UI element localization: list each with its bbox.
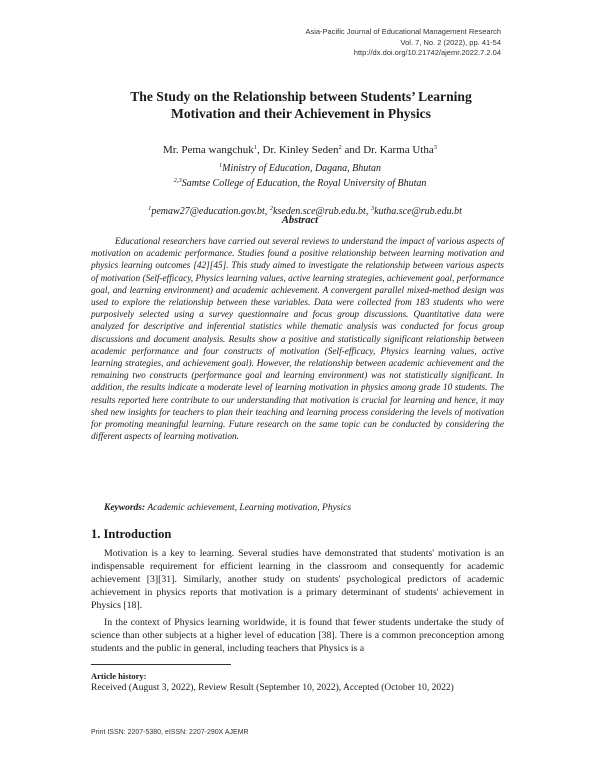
author-3: Dr. Karma Utha — [363, 144, 434, 156]
email-1-marker: 1 — [148, 205, 152, 212]
footer-issn: Print ISSN: 2207-5380, eISSN: 2207-290X AJEMR — [91, 729, 249, 736]
affiliation-2 — [60, 177, 540, 190]
keywords-label: Keywords: — [104, 503, 146, 513]
keywords-text: Academic achievement, Learning motivation, Physics — [145, 503, 352, 513]
footnote-divider — [91, 664, 231, 665]
email-3-marker: 3 — [370, 205, 375, 212]
abstract-heading: Abstract — [281, 215, 319, 226]
keywords — [104, 503, 351, 513]
article-history-text: Received (August 3, 2022), Review Result (September 10, 2022), Accepted (October 10, 2022) — [91, 683, 454, 693]
email-2-marker: 2 — [269, 205, 274, 212]
journal-volume-pages: Vol. 7, No. 2 (2022), pp. 41-54 — [400, 37, 501, 47]
journal-header — [305, 27, 501, 59]
author-separator-1: , — [256, 144, 263, 156]
journal-name: Asia-Pacific Journal of Educational Management Research — [305, 27, 501, 36]
title-line-2: Motivation and their Achievement in Physics — [171, 106, 431, 121]
introduction-heading: 1. Introduction — [91, 527, 172, 541]
affiliation-2-marker: 2,3 — [173, 177, 182, 184]
affiliation-1-marker: 1 — [218, 162, 223, 169]
affiliation-1-text: Ministry of Education, Dagana, Bhutan — [222, 163, 382, 174]
affiliation-2-text: Samtse College of Education, the Royal University of Bhutan — [181, 178, 427, 189]
email-2[interactable]: kseden.sce@rub.edu.bt, — [273, 206, 371, 217]
paper-title — [92, 88, 510, 122]
author-1-marker: 1 — [253, 144, 257, 151]
title-line-1: The Study on the Relationship between Students’ Learning — [130, 89, 472, 104]
affiliation-1 — [60, 162, 540, 175]
introduction-paragraph-2: In the context of Physics learning worldwide, it is found that fewer students undertake the study of science than other subjects at a higher level of education [38]. There is a common preconception among students and the public in general, including teachers that Physics is a — [91, 617, 504, 654]
author-separator-2: and — [341, 144, 364, 156]
author-1: Mr. Pema wangchuk — [162, 144, 254, 156]
author-2-marker: 2 — [338, 144, 342, 151]
article-history-label: Article history: — [91, 671, 147, 681]
author-2: Dr. Kinley Seden — [262, 144, 339, 156]
author-3-marker: 3 — [433, 144, 437, 151]
email-1[interactable]: pemaw27@education.gov.bt, — [151, 206, 270, 217]
abstract-text: Educational researchers have carried out several reviews to understand the impact of various aspects of motivation on academic performance. Studies found a positive relationship between learning motivation and physics learning outcomes [42][45]. This study aimed to investigate the relationship between various aspects of motivation (Self-efficacy, Physics learning values, active learning strategies, achievement goal, performance goal, and learning environment) and academic achievement. A convergent parallel mixed-method design was used to explore the relationship between these variables. Data were collected from 183 students who were purposively selected using a survey questionnaire and focus group discussions. Quantitative data were analyzed for descriptive and inferential statistics while thematic analysis was conducted for focus group discussions and document analysis. Results show a positive and statistically significant relationship between academic performance and four constructs of motivation (Self-efficacy, Physics learning values, active learning strategies, and achievement goal). However, the relationship between academic achievement and the remaining two constructs (performance goal and learning environment) was not statistically significant. In addition, the results indicate a moderate level of learning motivation in physics among grade 10 students. The results reported here contribute to our understanding that motivation is crucial for learning and hence, it may shed new insights for teachers to plan their teaching and learning process considering the levels of motivation for promoting meaningful learning. Future research on the same topic can be conducted by considering the different aspects of learning motivation. — [91, 237, 504, 443]
introduction-paragraph-1: Motivation is a key to learning. Several studies have demonstrated that students' motivation is an indispensable requirement for efficient learning in the classroom and consequently for academic achievement [3][31]. Similarly, another study on students' psychological predictors of academic achievement in physics reports that motivation is a primary determinant of students' achievement in Physics [18]. — [91, 548, 504, 611]
author-list — [60, 143, 540, 157]
email-3[interactable]: kutha.sce@rub.edu.bt — [374, 206, 462, 217]
journal-doi[interactable]: http://dx.doi.org/10.21742/ajemr.2022.7.2.04 — [353, 48, 501, 57]
